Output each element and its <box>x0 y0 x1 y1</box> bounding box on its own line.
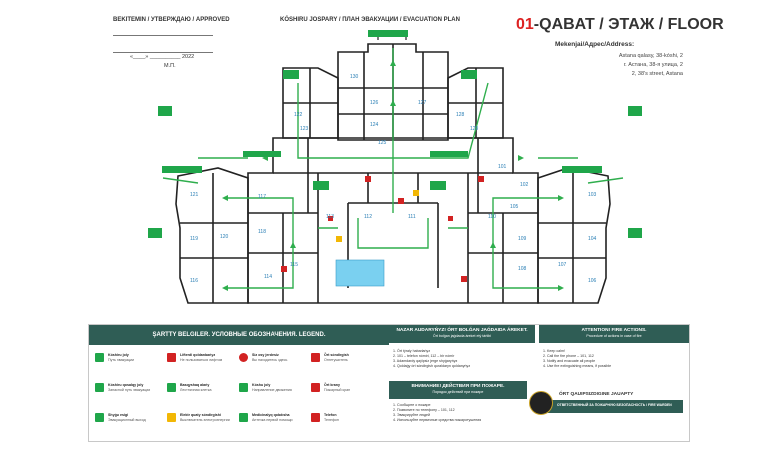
fire-extinguisher-icon <box>398 198 404 204</box>
evacuation-plan-sheet <box>68 8 724 442</box>
instruction-step: 4. Qoldaǵy órt sóndirgish quraldaryn qoldanyńyz <box>393 364 471 368</box>
address-line: г. Астана, 38-я улица, 2 <box>623 62 683 68</box>
fire-warden-subtitle: ОТВЕТСТВЕННЫЙ ЗА ПОЖАРНУЮ БЕЗОПАСНОСТЬ / FIRE WARDEN <box>557 403 672 407</box>
instructions-kk-subheading: Órt bolǵan jaǵdaıda áreket etý tártibi <box>432 334 492 338</box>
evacuation-routes <box>163 48 623 288</box>
legend-item-kk: Kóshiru qosalqy joly <box>108 383 144 387</box>
room-label: 108 <box>518 266 527 272</box>
legend-item-kk: Kóshiru joly <box>108 353 129 357</box>
legend-panel <box>88 324 690 442</box>
room-label: 103 <box>588 192 597 198</box>
no-lift-icon <box>167 353 176 362</box>
fire-extinguisher-icon <box>281 266 287 272</box>
instruction-step: 2. 101 – telefon nómiri, 112 – bir nómir <box>393 354 455 358</box>
floor-plan <box>68 8 692 324</box>
instruction-step: 4. Используйте первичные средства пожаротушения <box>393 418 482 422</box>
legend-item-kk: Medicinalyq qobdısha <box>252 413 290 417</box>
fire-extinguisher-icon <box>461 276 467 282</box>
arrow-direction-icon <box>239 383 248 392</box>
room-label: 102 <box>520 182 529 188</box>
legend-item-ru: Путь эвакуации <box>108 358 135 362</box>
instruction-step: 4. Use fire extinguishing means, if possible <box>543 364 612 368</box>
instruction-step: 3. Эвакуируйте людей <box>393 413 431 417</box>
exit-sign <box>313 181 329 190</box>
room-label: 111 <box>408 214 416 220</box>
legend-item-kk: Lifterdi qoldanbańyz <box>180 353 216 357</box>
room-label: 126 <box>370 100 379 106</box>
shield-badge-icon <box>529 391 553 415</box>
instructions-kk-header <box>389 325 535 343</box>
exit-sign <box>430 181 446 190</box>
room-label: 124 <box>370 122 379 128</box>
room-label: 115 <box>290 262 298 268</box>
instructions-ru-steps <box>393 403 481 423</box>
room-label: 120 <box>220 234 229 240</box>
exit-sign <box>158 106 172 116</box>
room-label: 114 <box>264 274 272 280</box>
phone-icon <box>311 413 320 422</box>
legend-items <box>89 345 389 441</box>
fire-warden-badge <box>529 391 685 415</box>
fire-warden-title: ÓRT QAUIPSIZDIGINE JAUAPTY <box>559 392 634 397</box>
room-label: 118 <box>258 229 266 235</box>
room-label: 112 <box>364 214 372 220</box>
fire-instructions <box>389 325 689 441</box>
exit-sign <box>430 151 468 157</box>
stairs-icon <box>167 383 176 392</box>
address-heading: Mekenjai/Адрес/Address: <box>555 41 635 48</box>
legend-item-kk: Shyǵu esigi <box>108 413 129 417</box>
instructions-en-steps <box>543 349 611 369</box>
instruction-step: 2. Call the fire phone – 101, 112 <box>543 354 594 358</box>
address-line: Astana qalasy, 38-kóshi, 2 <box>618 53 683 59</box>
instruction-step: 1. Сообщите о пожаре <box>393 403 431 407</box>
instruction-step: 1. Keep calm! <box>543 349 565 353</box>
room-label: 119 <box>190 236 198 242</box>
room-label: 106 <box>588 278 597 284</box>
power-switch-icon <box>413 190 419 196</box>
legend-item-kk: Ört krany <box>324 383 340 387</box>
legend-item-ru: Не пользоваться лифтом <box>180 358 223 362</box>
fire-hose-icon <box>448 216 453 221</box>
room-label: 113 <box>326 214 334 220</box>
room-label: 101 <box>498 164 507 170</box>
room-label: 107 <box>558 262 567 268</box>
fire-hose-icon <box>311 383 320 392</box>
instruction-step: 1. Órt týraly habarlańyz <box>393 349 431 353</box>
exit-sign <box>162 166 202 173</box>
instructions-kk-steps <box>393 349 470 369</box>
room-label: 104 <box>588 236 597 242</box>
legend-item-kk: Siz osy jerdesiz <box>252 353 279 357</box>
instructions-en-heading: ATTENTION! FIRE ACTIONS. <box>581 328 647 333</box>
fire-extinguisher-icon <box>478 176 484 182</box>
first-aid-icon <box>239 413 248 422</box>
room-label: 129 <box>470 126 479 132</box>
legend-item-ru: Пожарный кран <box>324 388 351 392</box>
legend-heading: ŞARTTY BELGILER. УСЛОВНЫЕ ОБОЗНАЧЕНИЯ. LEGEND. <box>89 325 389 345</box>
exit-sign <box>243 151 281 157</box>
exit-sign <box>283 70 299 79</box>
instructions-en-subheading: Procedure of actions in case of fire <box>586 334 642 338</box>
floor-number: 01 <box>516 16 534 33</box>
legend-item-kk: Ört sóndirgish <box>324 353 349 357</box>
legend-item-ru: Запасной путь эвакуации <box>108 388 151 392</box>
room-label: 116 <box>190 278 198 284</box>
fire-extinguisher-icon <box>311 353 320 362</box>
instruction-step: 3. Adamdardy qaýipsiz jerge shyǵaryńyz <box>393 359 458 363</box>
stamp-label: М.П. <box>164 63 176 69</box>
room-label: 121 <box>190 192 199 198</box>
exit-sign <box>628 228 642 238</box>
legend-item-ru: Вы находитесь здесь <box>252 358 288 362</box>
legend-item-ru: Лестничная клетка <box>180 388 212 392</box>
room-label: 105 <box>510 204 519 210</box>
approval-heading: BEKITEMIN / УТВЕРЖДАЮ / APPROVED <box>113 17 230 23</box>
floor-label: -QABAT / ЭТАЖ / FLOOR <box>533 16 724 33</box>
room-label: 128 <box>456 112 465 118</box>
legend-item-ru: Телефон <box>324 418 339 422</box>
instruction-step: 3. Notify and evacuate all people <box>543 359 596 363</box>
exit-sign <box>148 228 162 238</box>
legend-item-ru: Огнетушитель <box>324 358 348 362</box>
room-label: 109 <box>518 236 527 242</box>
legend-item-ru: Направление движения <box>252 388 292 392</box>
arrow-direction-icon <box>95 383 104 392</box>
running-man-exit-icon <box>95 413 104 422</box>
exit-sign <box>461 70 477 79</box>
room-label: 123 <box>300 126 309 132</box>
you-are-here-icon <box>239 353 248 362</box>
running-man-exit-icon <box>95 353 104 362</box>
exit-sign <box>628 106 642 116</box>
pool-area <box>336 260 384 286</box>
legend-item-kk: Telefon <box>324 413 337 417</box>
legend-item-ru: Аптечка первой помощи <box>252 418 293 422</box>
signature-date: «____» __________ 2022 <box>130 54 195 60</box>
legend-item-ru: Эвакуационный выход <box>108 418 146 422</box>
instructions-kk-heading: NAZAR AUDARYŃYZ! ÓRT BOLǴAN JAǴDAIDA ÁREKET. <box>396 328 528 333</box>
room-label: 110 <box>488 214 496 220</box>
instructions-ru-subheading: Порядок действий при пожаре <box>432 390 484 394</box>
room-label: 127 <box>418 100 427 106</box>
exit-sign <box>562 166 602 173</box>
legend-item-ru: Выключатель электроэнергии <box>180 418 230 422</box>
exit-sign <box>368 30 408 37</box>
legend-item-kk: Elektr quaty sóndirgishi <box>180 413 221 417</box>
legend-item-kk: Basqyshaq alańy <box>180 383 210 387</box>
room-label: 122 <box>294 112 303 118</box>
instructions-ru-header <box>389 381 527 399</box>
room-label: 117 <box>258 194 266 200</box>
power-switch-icon <box>336 236 342 242</box>
room-label: 125 <box>378 140 387 146</box>
room-label: 130 <box>350 74 359 80</box>
instructions-en-header <box>539 325 689 343</box>
legend-item-kk: Kóshu joly <box>252 383 271 387</box>
instructions-ru-heading: ВНИМАНИЕ! ДЕЙСТВИЯ ПРИ ПОЖАРЕ. <box>411 384 505 389</box>
instruction-step: 2. Позвоните по телефону – 101, 112 <box>393 408 455 412</box>
address-line: 2, 38's street, Astana <box>631 71 683 77</box>
plan-title: KÓSHIRU JOSPARY / ПЛАН ЭВАКУАЦИИ / EVACUATION PLAN <box>280 17 460 23</box>
exit-signs <box>148 30 642 238</box>
power-switch-icon <box>167 413 176 422</box>
fire-extinguisher-icon <box>365 176 371 182</box>
